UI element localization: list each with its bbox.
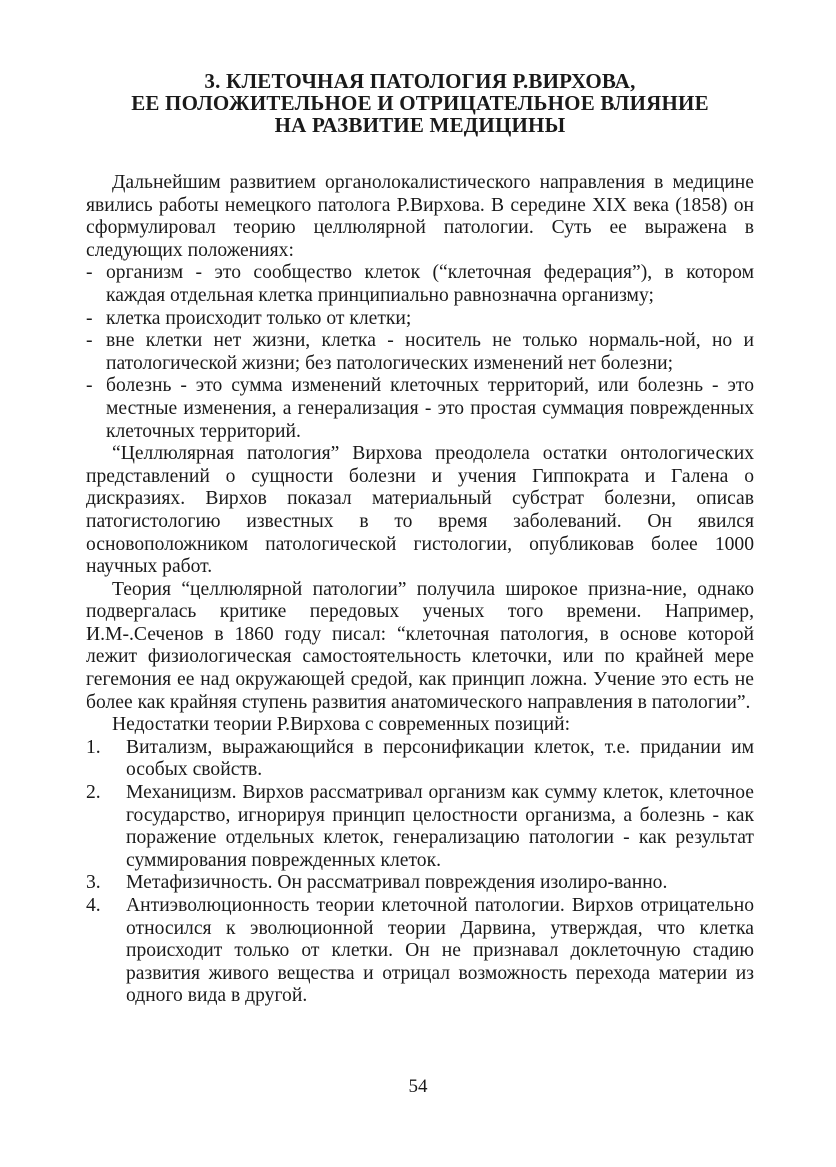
list-marker: - — [86, 307, 93, 329]
page-number: 54 — [408, 1076, 428, 1097]
list-item-text: организм - это сообщество клеток (“клеточная федерация”), в котором каждая отдельная клетка принципиально равнозначна организму; — [106, 262, 754, 306]
list-item — [86, 782, 754, 872]
list-item — [86, 737, 754, 782]
list-item — [86, 330, 754, 375]
list-item-text: вне клетки нет жизни, клетка - носитель не только нормаль-ной, но и патологической жизни; без патологических изменений нет болезни; — [106, 330, 754, 374]
list-number: 2. — [86, 782, 101, 804]
list-marker: - — [86, 262, 93, 284]
list-number: 1. — [86, 736, 101, 758]
list-item-text: Механицизм. Вирхов рассматривал организм как сумму клеток, клеточное государство, игнорируя принцип целостности организма, а болезнь - как поражение отдельных клеток, генерализацию патологии - как результат суммирования поврежденных клеток. — [126, 782, 754, 871]
list-item-text: клетка происходит только от клетки; — [106, 307, 412, 329]
section-title — [86, 70, 754, 136]
intro-paragraph: Дальнейшим развитием органолокалистического направления в медицине явились работы немецкого патолога Р.Вирхова. В середине XIX века (1858) он сформулировал теорию целлюлярной патологии. Суть ее выражена в следующих положениях: — [86, 172, 754, 261]
list-marker: - — [86, 330, 93, 352]
title-line-1: 3. КЛЕТОЧНАЯ ПАТОЛОГИЯ Р.ВИРХОВА, — [204, 69, 636, 93]
list-marker: - — [86, 375, 93, 397]
paragraph-drawbacks-intro: Недостатки теории Р.Вирхова с современных позиций: — [112, 714, 571, 736]
paragraph-criticism: Теория “целлюлярной патологии” получила широкое призна-ние, однако подвергалась критике передовых ученых того времени. Например, И.М-.Сеченов в 1860 году писал: “клеточная патология, в основе которой лежит физиологическая самостоятельность клеточки, или по крайней мере гегемония ее над окружающей средой, как принцип ложна. Учение это есть не более как крайняя ступень развития анатомического направления в патологии”. — [86, 578, 754, 713]
list-item — [86, 872, 754, 895]
title-line-2: ЕЕ ПОЛОЖИТЕЛЬНОЕ И ОТРИЦАТЕЛЬНОЕ ВЛИЯНИЕ — [131, 91, 709, 115]
paragraph-cellular-pathology: “Целлюлярная патология” Вирхова преодолела остатки онтологических представлений о сущности болезни и учения Гиппократа и Галена о дискразиях. Вирхов показал материальный субстрат болезни, описав патогистологию известных в то время заболеваний. Он явился основоположником патологической гистологии, опубликовав более 1000 научных работ. — [86, 443, 754, 578]
list-number: 3. — [86, 872, 101, 894]
list-item — [86, 895, 754, 1008]
list-item-text: Витализм, выражающийся в персонификации клеток, т.е. придании им особых свойств. — [126, 736, 754, 781]
drawbacks-list — [86, 737, 754, 1008]
list-item-text: болезнь - это сумма изменений клеточных территорий, или болезнь - это местные изменения, а генерализация - это простая суммация поврежденных клеточных территорий. — [106, 375, 754, 442]
virchow-positions-list — [86, 262, 754, 443]
list-item-text: Антиэволюционность теории клеточной патологии. Вирхов отрицательно относился к эволюционной теории Дарвина, утверждая, что клетка происходит только от клетки. Он не признавал доклеточную стадию развития живого вещества и отрицал возможность перехода материи из одного вида в другой. — [126, 895, 754, 1007]
list-number: 4. — [86, 895, 101, 916]
page-content — [86, 70, 754, 1008]
list-item-text: Метафизичность. Он рассматривал повреждения изолиро-ванно. — [126, 872, 668, 894]
list-item — [86, 262, 754, 307]
list-item — [86, 308, 754, 331]
list-item — [86, 375, 754, 443]
title-line-3: НА РАЗВИТИЕ МЕДИЦИНЫ — [274, 113, 566, 137]
